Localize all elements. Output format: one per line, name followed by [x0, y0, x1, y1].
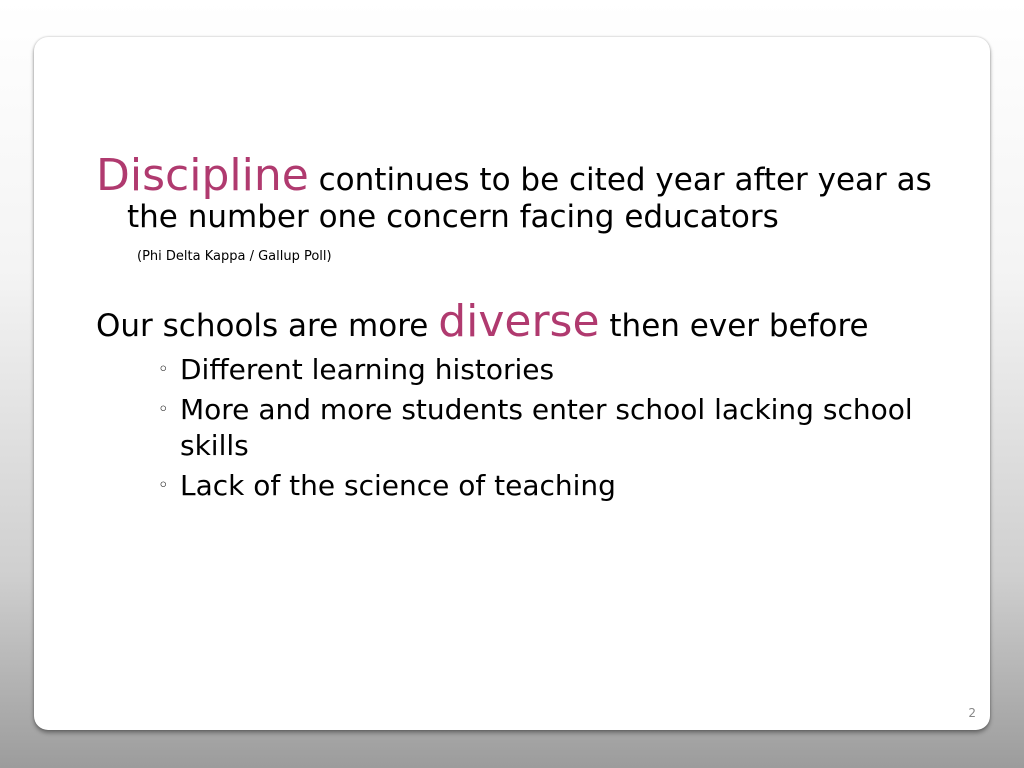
citation: (Phi Delta Kappa / Gallup Poll) [137, 249, 332, 264]
diverse-text-before: Our schools are more [96, 308, 439, 344]
discipline-highlight: Discipline [96, 150, 309, 201]
bullet-text: Different learning histories [180, 353, 555, 386]
slide [34, 37, 990, 730]
bullet-text: Lack of the science of teaching [180, 469, 616, 502]
list-item [158, 468, 968, 504]
page-number: 2 [968, 706, 976, 720]
list-item [158, 392, 968, 464]
diverse-paragraph [96, 296, 986, 347]
bullet-text: More and more students enter school lacking school skills [180, 393, 913, 462]
bullet-circle-icon: ◦ [158, 359, 169, 380]
bullet-circle-icon: ◦ [158, 399, 169, 420]
diverse-text-after: then ever before [599, 308, 869, 344]
diverse-highlight: diverse [438, 296, 600, 347]
slide-content [96, 150, 986, 508]
bullet-circle-icon: ◦ [158, 475, 169, 496]
discipline-text: continues to be cited year after year as the number one concern facing educators [127, 162, 932, 235]
discipline-paragraph [96, 150, 957, 236]
list-item [158, 352, 968, 388]
bullet-list [96, 352, 968, 504]
